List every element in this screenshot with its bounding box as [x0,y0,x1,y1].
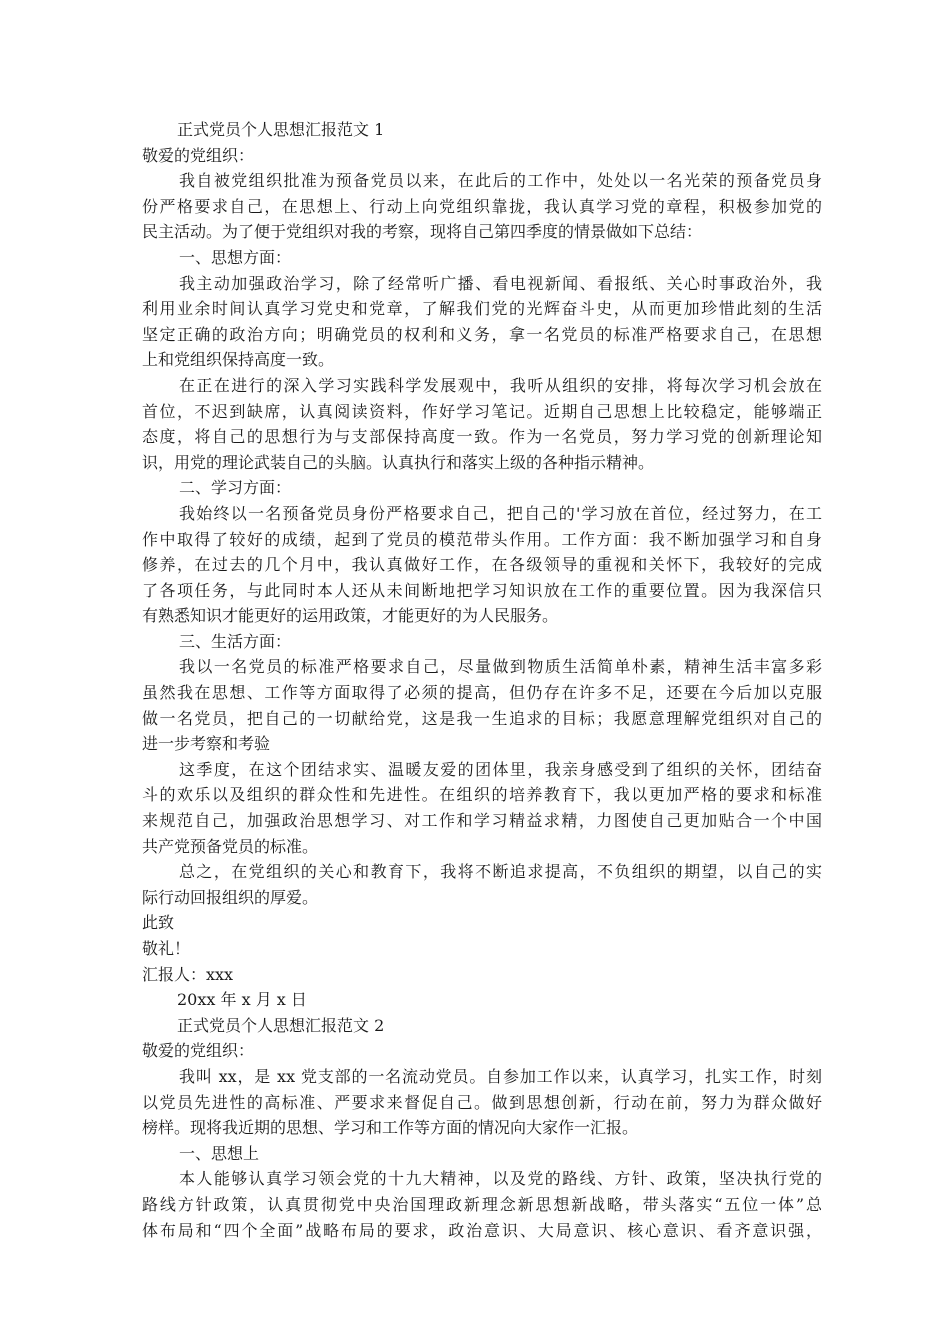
date-line: 20xx 年 x 月 x 日 [177,990,307,1010]
paragraph-line: 体布局和“四个全面”战略布局的要求，政治意识、大局意识、核心意识、看齐意识强， [142,1220,822,1240]
paragraph-line: 总之，在党组织的关心和教育下，我将不断追求提高，不负组织的期望，以自己的实 [179,862,822,882]
paragraph-line: 利用业余时间认真学习党史和党章，了解我们党的光辉奋斗史，从而更加珍惜此刻的生活 [142,299,822,319]
paragraph-line: 态度，将自己的思想行为与支部保持高度一致。作为一名党员，努力学习党的创新理论知 [142,427,822,447]
paragraph-line: 我叫 xx，是 xx 党支部的一名流动党员。自参加工作以来，认真学习，扎实工作，时刻 [179,1066,822,1086]
paragraph-line: 我以一名党员的标准严格要求自己，尽量做到物质生活简单朴素，精神生活丰富多彩 [179,657,822,677]
section-heading: 一、思想方面： [179,247,292,267]
section-title: 正式党员个人思想汇报范文 1 [177,120,385,139]
paragraph-line: 作中取得了较好的成绩，起到了党员的模范带头作用。工作方面：我不断加强学习和自身 [142,529,822,549]
paragraph-line: 首位，不迟到缺席，认真阅读资料，作好学习笔记。近期自己思想上比较稳定，能够端正 [142,401,822,421]
paragraph-line: 榜样。现将我近期的思想、学习和工作等方面的情况向大家作一汇报。 [142,1118,639,1138]
paragraph-line: 这季度，在这个团结求实、温暖友爱的团体里，我亲身感受到了组织的关怀，团结奋 [179,759,822,779]
paragraph-line: 修养，在过去的几个月中，我认真做好工作，在各级领导的重视和关怀下，我较好的完成 [142,555,822,575]
paragraph-line: 我始终以一名预备党员身份严格要求自己，把自己的'学习放在首位，经过努力，在工 [179,503,822,523]
section-heading: 一、思想上 [179,1143,260,1163]
paragraph-line: 做一名党员，把自己的一切献给党，这是我一生追求的目标；我愿意理解党组织对自己的 [142,708,822,728]
salutation: 敬爱的党组织： [142,1041,255,1061]
paragraph-line: 际行动回报组织的厚爱。 [142,887,319,907]
paragraph-line: 上和党组织保持高度一致。 [142,350,335,370]
paragraph-line: 斗的欢乐以及组织的群众性和先进性。在组织的培养教育下，我以更加严格的要求和标准 [142,785,822,805]
paragraph-line: 进一步考察和考验 [142,734,271,754]
paragraph-line: 在正在进行的深入学习实践科学发展观中，我听从组织的安排，将每次学习机会放在 [179,375,822,395]
paragraph-line: 我主动加强政治学习，除了经常听广播、看电视新闻、看报纸、关心时事政治外，我 [179,273,822,293]
paragraph-line: 虽然我在思想、工作等方面取得了必须的提高，但仍存在许多不足，还要在今后加以克服 [142,683,822,703]
section-heading: 二、学习方面： [179,478,292,498]
paragraph-line: 路线方针政策，认真贯彻党中央治国理政新理念新思想新战略，带头落实“五位一体”总 [142,1194,822,1214]
paragraph-line: 本人能够认真学习领会党的十九大精神，以及党的路线、方针、政策，坚决执行党的 [179,1169,822,1189]
paragraph-line: 共产党预备党员的标准。 [142,836,319,856]
paragraph-line: 民主活动。为了便于党组织对我的考察，现将自己第四季度的情景做如下总结： [142,222,703,242]
paragraph-line: 坚定正确的政治方向；明确党员的权利和义务，拿一名党员的标准严格要求自己，在思想 [142,324,822,344]
section-title: 正式党员个人思想汇报范文 2 [177,1015,385,1035]
paragraph-line: 份严格要求自己，在思想上、行动上向党组织靠拢，我认真学习党的章程，积极参加党的 [142,196,822,216]
paragraph-line: 了各项任务，与此同时本人还从未间断地把学习知识放在工作的重要位置。因为我深信只 [142,580,822,600]
salutation: 敬爱的党组织： [142,145,255,165]
paragraph-line: 我自被党组织批准为预备党员以来，在此后的工作中，处处以一名光荣的预备党员身 [179,171,822,191]
closing-line: 敬礼！ [142,939,191,958]
paragraph-line: 识，用党的理论武装自己的头脑。认真执行和落实上级的各种指示精神。 [142,452,655,472]
section-heading: 三、生活方面： [179,631,292,651]
document-body [142,117,822,1243]
paragraph-line: 有熟悉知识才能更好的运用政策，才能更好的为人民服务。 [142,606,559,626]
reporter-line: 汇报人：xxx [142,964,234,984]
paragraph-line: 以党员先进性的高标准、严要求来督促自己。做到思想创新，行动在前，努力为群众做好 [142,1092,822,1112]
paragraph-line: 来规范自己，加强政治思想学习、对工作和学习精益求精，力图使自己更加贴合一个中国 [142,811,822,831]
closing-line: 此致 [142,913,175,933]
